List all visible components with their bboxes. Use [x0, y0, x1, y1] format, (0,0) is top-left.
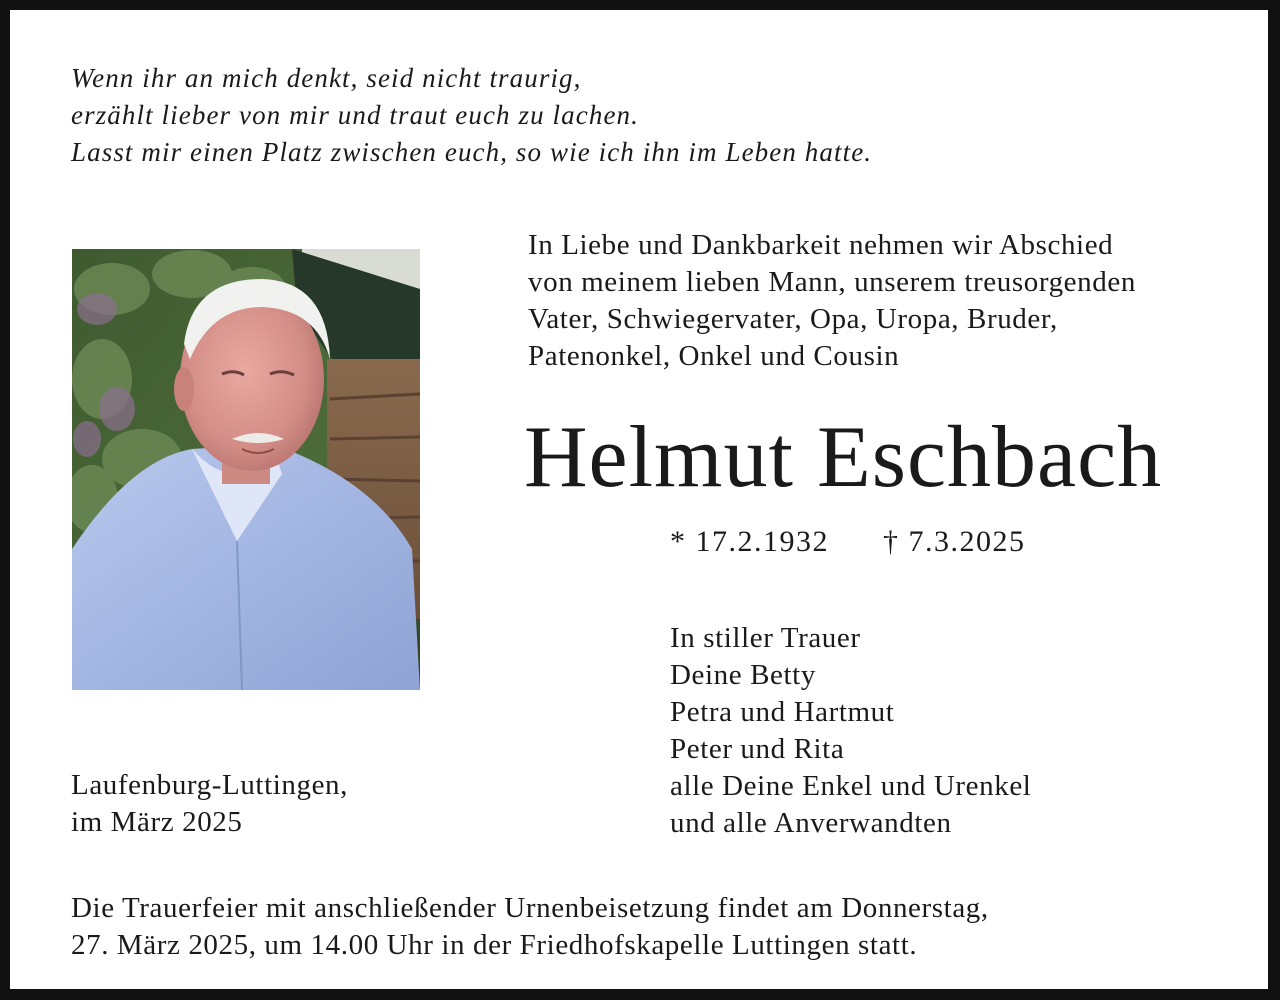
poem-line: Wenn ihr an mich denkt, seid nicht traurig,	[71, 63, 582, 93]
mourners-list	[670, 620, 1230, 842]
notice-line: 27. März 2025, um 14.00 Uhr in der Friedhofskapelle Luttingen statt.	[71, 929, 918, 961]
place-line: Laufenburg-Luttingen,	[71, 769, 349, 801]
deceased-name: Helmut Eschbach	[524, 409, 1163, 506]
intro-line: Vater, Schwiegervater, Opa, Uropa, Bruder,	[528, 303, 1058, 335]
intro-line: von meinem lieben Mann, unserem treusorgenden	[528, 266, 1136, 298]
intro-line: In Liebe und Dankbarkeit nehmen wir Abschied	[528, 229, 1114, 261]
notice-line: Die Trauerfeier mit anschließender Urnenbeisetzung findet am Donnerstag,	[71, 892, 989, 924]
death-date: † 7.3.2025	[883, 525, 1026, 558]
mourner-line: Peter und Rita	[670, 733, 845, 765]
portrait-illustration	[72, 249, 420, 690]
mourner-line: In stiller Trauer	[670, 622, 861, 654]
mourner-line: Petra und Hartmut	[670, 696, 895, 728]
mourner-line: und alle Anverwandten	[670, 807, 952, 839]
funeral-notice	[71, 890, 1231, 964]
mourner-line: Deine Betty	[670, 659, 816, 691]
place-line: im März 2025	[71, 806, 243, 838]
poem-line: erzählt lieber von mir und traut euch zu lachen.	[71, 100, 639, 130]
intro-line: Patenonkel, Onkel und Cousin	[528, 340, 900, 372]
life-dates	[670, 522, 1230, 562]
farewell-intro	[528, 227, 1258, 375]
birth-date: * 17.2.1932	[670, 525, 829, 558]
poem-line: Lasst mir einen Platz zwischen euch, so wie ich ihn im Leben hatte.	[71, 137, 873, 167]
portrait-photo	[72, 249, 420, 690]
place-and-date	[71, 767, 491, 841]
mourner-line: alle Deine Enkel und Urenkel	[670, 770, 1032, 802]
poem	[71, 60, 1071, 171]
